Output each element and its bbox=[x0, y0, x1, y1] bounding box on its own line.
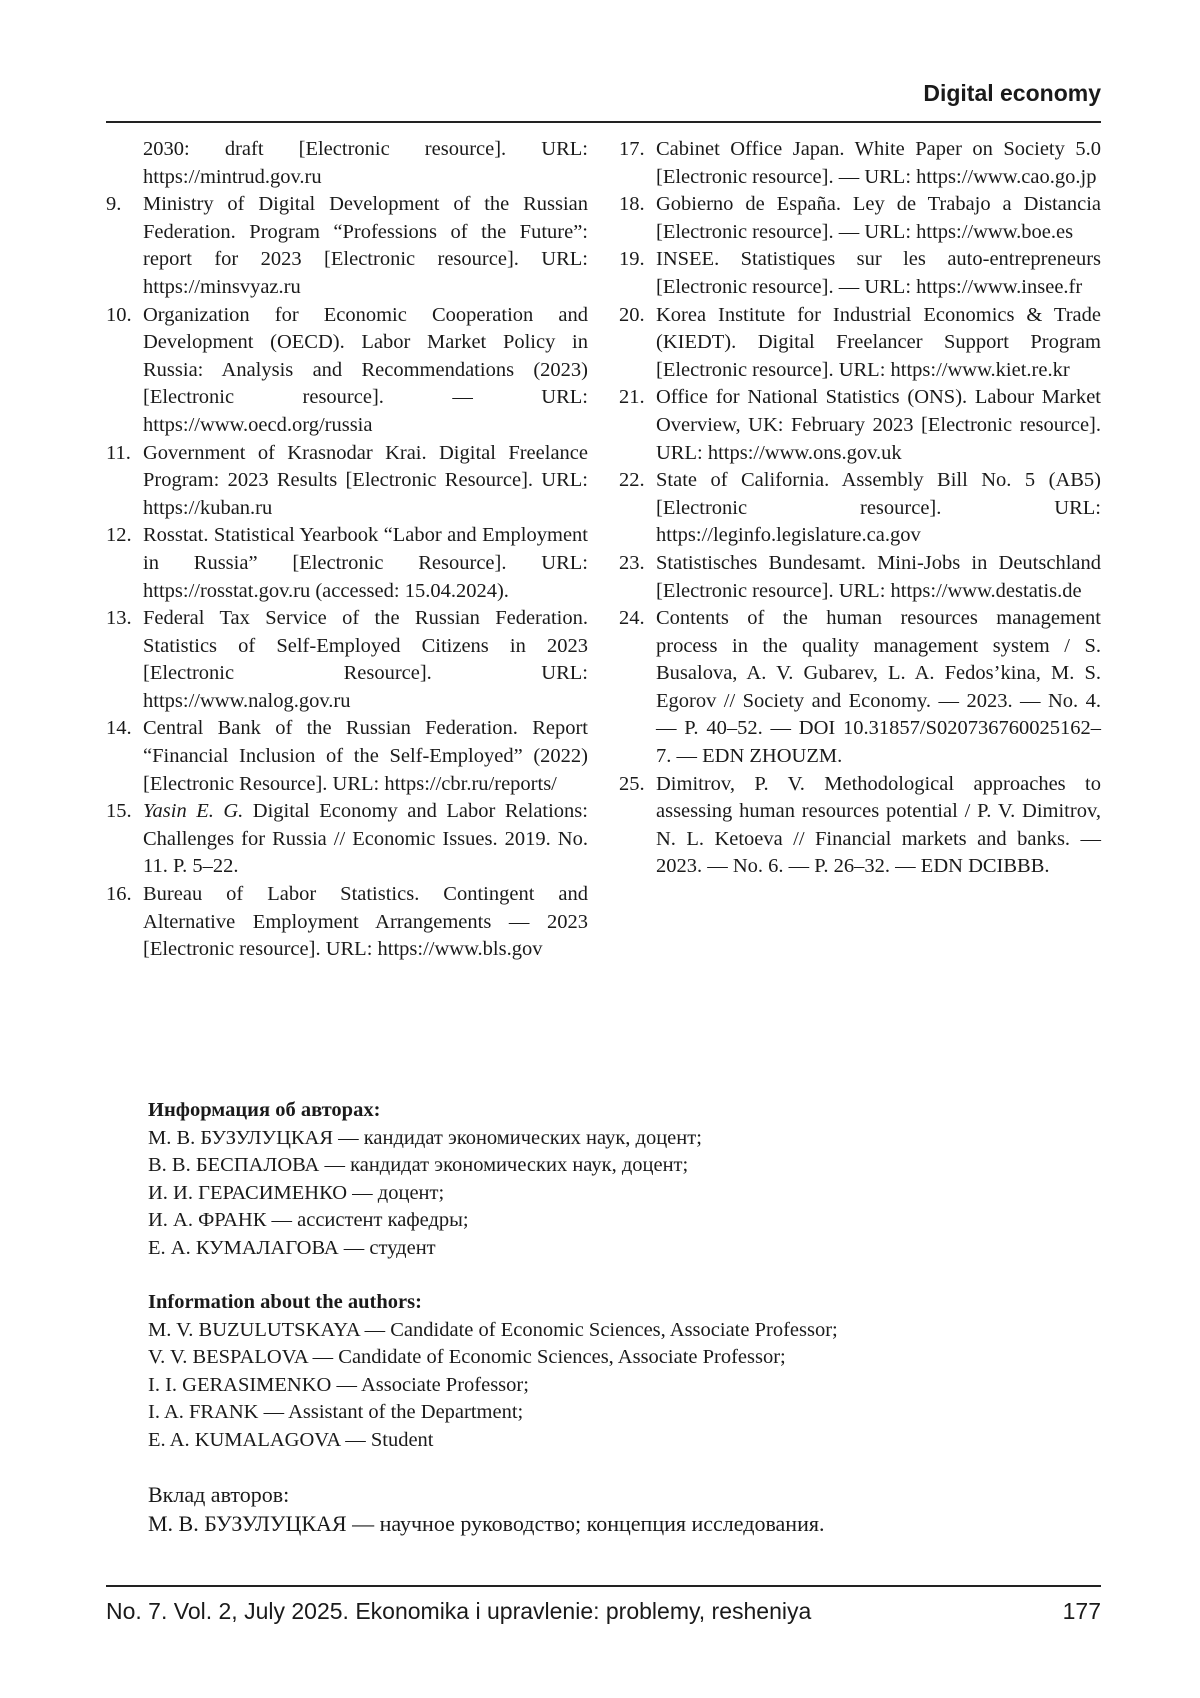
reference-text: Digital Economy and Labor Relations: Challenges for Russia // Economic Issues. 2019. No. 11. P. 5–22. bbox=[143, 800, 588, 877]
reference-text: Office for National Statistics (ONS). Labour Market Overview, UK: February 2023 [Electronic resource]. URL: https://www.ons.gov.uk bbox=[656, 386, 1101, 463]
reference-number: 23. bbox=[619, 550, 645, 578]
reference-text: Bureau of Labor Statistics. Contingent and Alternative Employment Arrangements — 2023 [Electronic resource]. URL: https://www.bls.gov bbox=[143, 883, 588, 960]
author-line: И. А. ФРАНК — ассистент кафедры; bbox=[148, 1207, 1048, 1235]
reference-item bbox=[619, 384, 1101, 467]
author-line: E. A. KUMALAGOVA — Student bbox=[148, 1427, 1048, 1455]
authors-info-en-heading: Information about the authors: bbox=[148, 1289, 1048, 1317]
reference-text: Gobierno de España. Ley de Trabajo a Distancia [Electronic resource]. — URL: https://www.boe.es bbox=[656, 193, 1101, 243]
author-contribution bbox=[148, 1480, 1088, 1538]
reference-item bbox=[619, 467, 1101, 550]
reference-text: Ministry of Digital Development of the Russian Federation. Program “Professions of the Future”: report for 2023 [Electronic resource]. URL: https://minsvyaz.ru bbox=[143, 193, 588, 298]
reference-text: Contents of the human resources management process in the quality management system / S. Busalova, A. V. Gubarev, L. A. Fedos’kina, M. S. Egorov // Society and Economy. — 2023. — No. 4. — P. 40–52. — DOI 10.31857/S020736760025162–7. — EDN ZHOUZM. bbox=[656, 607, 1101, 767]
reference-text: Organization for Economic Cooperation and Development (OECD). Labor Market Policy in Russia: Analysis and Recommendations (2023) [Electronic resource]. — URL: https://www.oecd.org/russia bbox=[143, 304, 588, 436]
reference-text: Dimitrov, P. V. Methodological approaches to assessing human resources potential / P. V. Dimitrov, N. L. Ketoeva // Financial markets and banks. — 2023. — No. 6. — P. 26–32. — EDN DCIBBB. bbox=[656, 773, 1101, 878]
footer-citation: No. 7. Vol. 2, July 2025. Ekonomika i upravlenie: problemy, resheniya bbox=[106, 1598, 811, 1625]
page-footer bbox=[106, 1598, 1101, 1625]
reference-text: Government of Krasnodar Krai. Digital Freelance Program: 2023 Results [Electronic Resource]. URL: https://kuban.ru bbox=[143, 442, 588, 519]
reference-number: 20. bbox=[619, 302, 645, 330]
reference-number: 11. bbox=[106, 440, 131, 468]
running-head-section: Digital economy bbox=[106, 80, 1101, 107]
reference-text: INSEE. Statistiques sur les auto-entrepreneurs [Electronic resource]. — URL: https://www.insee.fr bbox=[656, 248, 1101, 298]
reference-item bbox=[106, 522, 588, 605]
reference-text: Federal Tax Service of the Russian Federation. Statistics of Self-Employed Citizens in 2023 [Electronic Resource]. URL: https://www.nalog.gov.ru bbox=[143, 607, 588, 712]
reference-number: 21. bbox=[619, 384, 645, 412]
reference-text: Cabinet Office Japan. White Paper on Society 5.0 [Electronic resource]. — URL: https://www.cao.go.jp bbox=[656, 138, 1101, 188]
reference-text: Statistisches Bundesamt. Mini-Jobs in Deutschland [Electronic resource]. URL: https://www.destatis.de bbox=[656, 552, 1101, 602]
authors-info-en bbox=[148, 1289, 1048, 1455]
reference-item bbox=[106, 715, 588, 798]
reference-item bbox=[106, 881, 588, 964]
author-line: Е. А. КУМАЛАГОВА — студент bbox=[148, 1235, 1048, 1263]
reference-item bbox=[106, 605, 588, 715]
authors-info-ru bbox=[148, 1097, 1048, 1263]
reference-number: 24. bbox=[619, 605, 645, 633]
authors-info-ru-heading: Информация об авторах: bbox=[148, 1097, 1048, 1125]
contribution-line: М. В. БУЗУЛУЦКАЯ — научное руководство; концепция исследования. bbox=[148, 1509, 1088, 1538]
reference-item bbox=[106, 302, 588, 440]
author-line: I. I. GERASIMENKO — Associate Professor; bbox=[148, 1372, 1048, 1400]
reference-item bbox=[106, 440, 588, 523]
reference-item bbox=[619, 771, 1101, 881]
reference-number: 12. bbox=[106, 522, 132, 550]
reference-item bbox=[619, 302, 1101, 385]
reference-text: Korea Institute for Industrial Economics & Trade (KIEDT). Digital Freelancer Support Program [Electronic resource]. URL: https://www.kiet.re.kr bbox=[656, 304, 1101, 381]
reference-text: Rosstat. Statistical Yearbook “Labor and Employment in Russia” [Electronic Resource]. URL: https://rosstat.gov.ru (accessed: 15.04.2024). bbox=[143, 524, 588, 601]
author-line: M. V. BUZULUTSKAYA — Candidate of Economic Sciences, Associate Professor; bbox=[148, 1317, 1048, 1345]
reference-item bbox=[619, 550, 1101, 605]
page-number: 177 bbox=[1063, 1598, 1101, 1625]
author-line: V. V. BESPALOVA — Candidate of Economic Sciences, Associate Professor; bbox=[148, 1344, 1048, 1372]
references-right-column bbox=[619, 136, 1101, 881]
author-line: М. В. БУЗУЛУЦКАЯ — кандидат экономических наук, доцент; bbox=[148, 1125, 1048, 1153]
reference-number: 25. bbox=[619, 771, 645, 799]
reference-number: 13. bbox=[106, 605, 132, 633]
reference-text: Central Bank of the Russian Federation. Report “Financial Inclusion of the Self-Employed” (2022) [Electronic Resource]. URL: https://cbr.ru/reports/ bbox=[143, 717, 588, 794]
author-line: И. И. ГЕРАСИМЕНКО — доцент; bbox=[148, 1180, 1048, 1208]
reference-number: 16. bbox=[106, 881, 132, 909]
reference-item bbox=[619, 246, 1101, 301]
reference-item bbox=[619, 191, 1101, 246]
author-line: В. В. БЕСПАЛОВА — кандидат экономических наук, доцент; bbox=[148, 1152, 1048, 1180]
references-left-column bbox=[106, 136, 588, 964]
reference-number: 17. bbox=[619, 136, 645, 164]
reference-number: 19. bbox=[619, 246, 645, 274]
contribution-heading: Вклад авторов: bbox=[148, 1480, 1088, 1509]
reference-item bbox=[106, 191, 588, 301]
reference-number: 14. bbox=[106, 715, 132, 743]
reference-author: Yasin E. G. bbox=[143, 800, 243, 822]
reference-continuation: 2030: draft [Electronic resource]. URL: https://mintrud.gov.ru bbox=[106, 136, 588, 191]
reference-number: 9. bbox=[106, 191, 121, 219]
reference-item bbox=[106, 798, 588, 881]
footer-rule bbox=[106, 1585, 1101, 1587]
reference-item bbox=[619, 605, 1101, 771]
reference-number: 15. bbox=[106, 798, 132, 826]
header-rule bbox=[106, 121, 1101, 123]
author-line: I. A. FRANK — Assistant of the Department; bbox=[148, 1399, 1048, 1427]
reference-text: State of California. Assembly Bill No. 5 (AB5) [Electronic resource]. URL: https://leginfo.legislature.ca.gov bbox=[656, 469, 1101, 546]
reference-number: 22. bbox=[619, 467, 645, 495]
reference-number: 18. bbox=[619, 191, 645, 219]
reference-number: 10. bbox=[106, 302, 132, 330]
reference-item bbox=[619, 136, 1101, 191]
